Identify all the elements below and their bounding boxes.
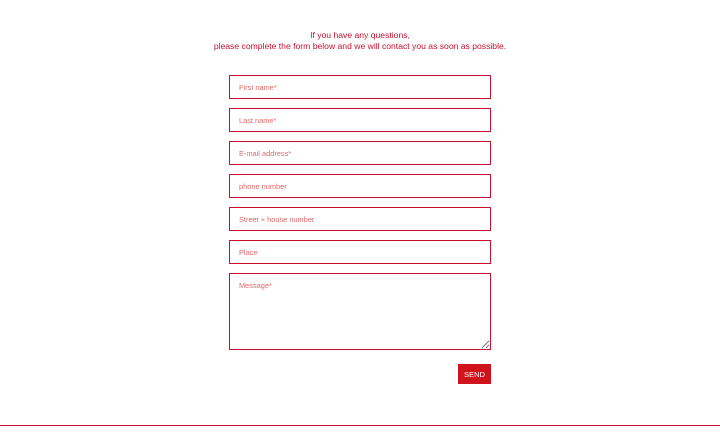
contact-form <box>229 75 491 350</box>
last-name-field[interactable] <box>229 108 491 132</box>
place-field[interactable] <box>229 240 491 264</box>
email-field[interactable] <box>229 141 491 165</box>
message-field[interactable] <box>229 273 491 350</box>
footer-divider <box>0 425 720 426</box>
intro-line-1: If you have any questions, <box>310 30 410 40</box>
intro-line-2: please complete the form below and we will contact you as soon as possible. <box>213 40 507 51</box>
send-button[interactable]: SEND <box>458 364 491 384</box>
phone-field[interactable] <box>229 174 491 198</box>
contact-intro <box>0 30 720 51</box>
first-name-field[interactable] <box>229 75 491 99</box>
street-field[interactable] <box>229 207 491 231</box>
